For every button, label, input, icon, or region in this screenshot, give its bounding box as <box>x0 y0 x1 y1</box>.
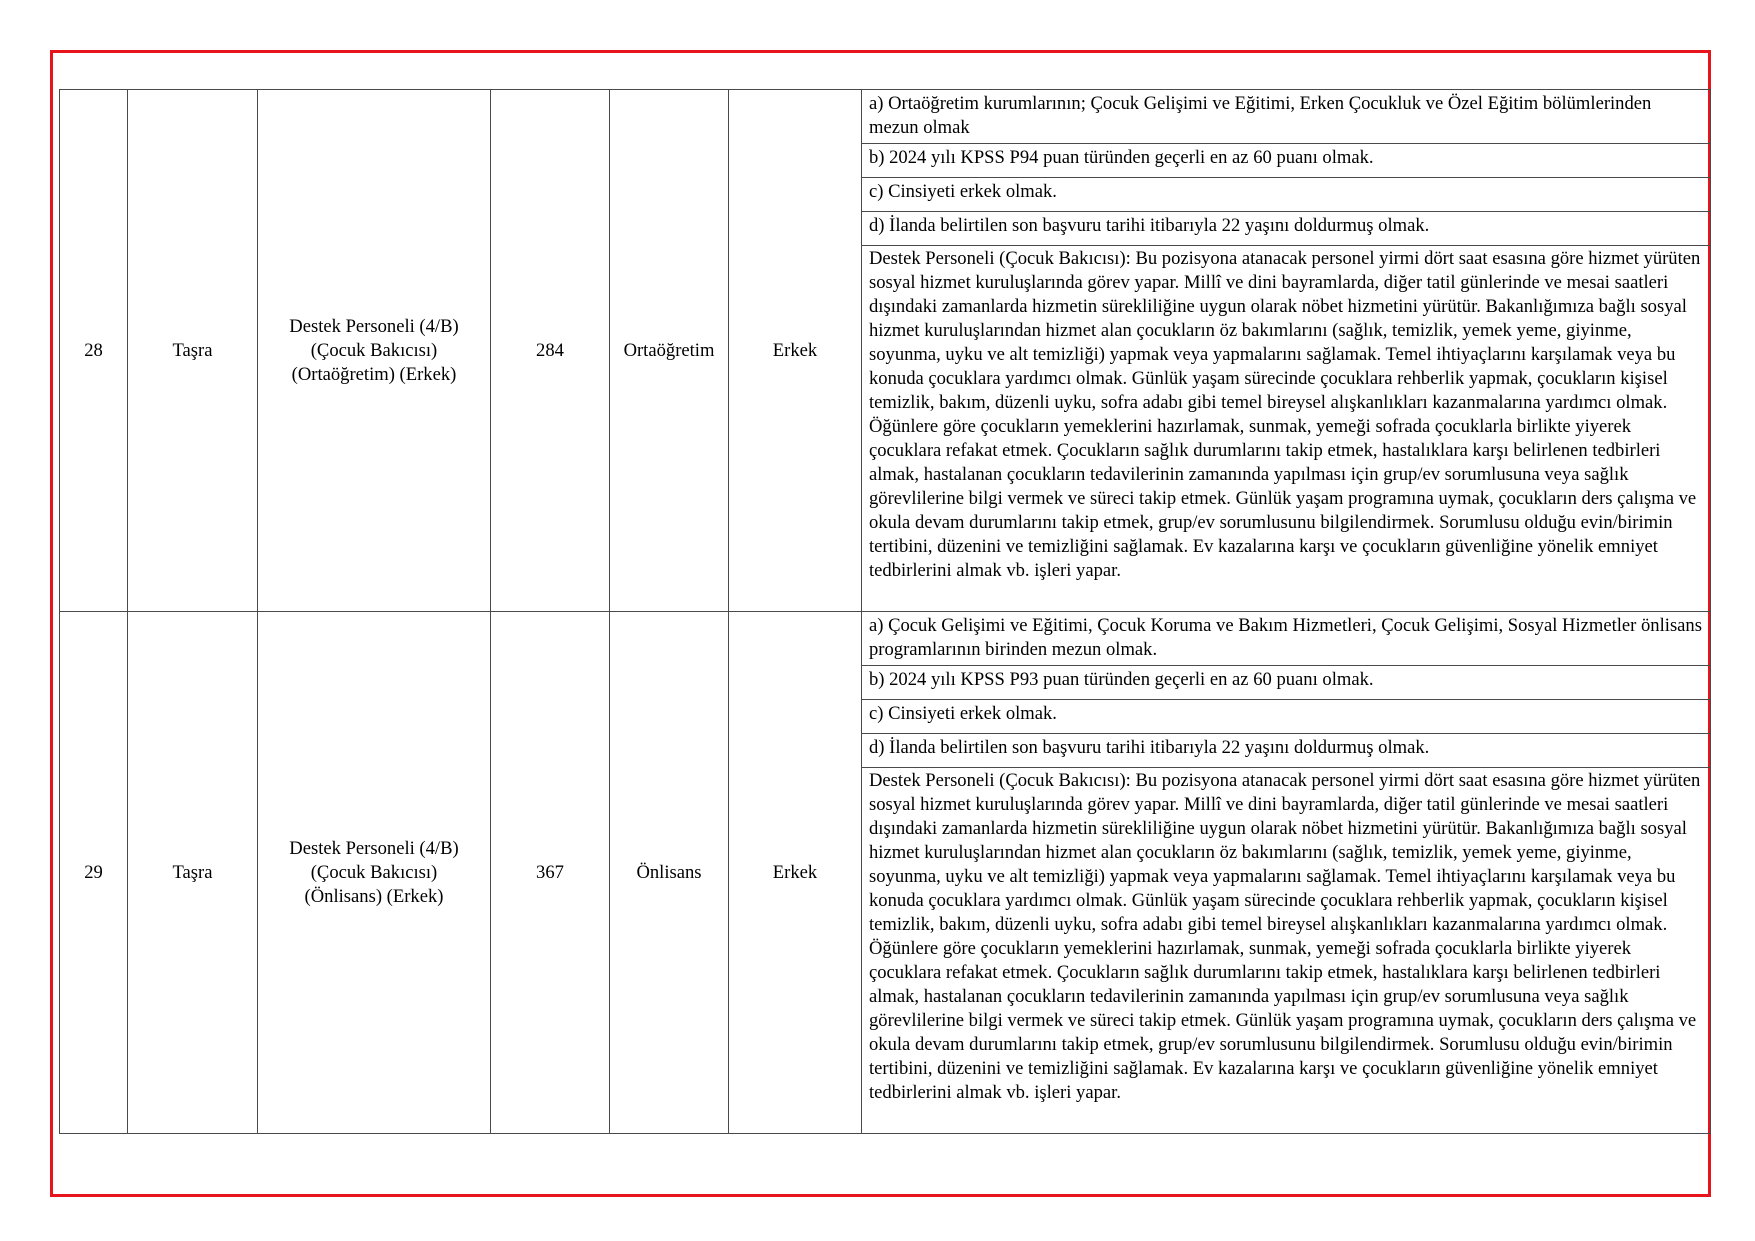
condition-cell: a) Ortaöğretim kurumlarının; Çocuk Gelişimi ve Eğitimi, Erken Çocukluk ve Özel Eğitim bölümlerinden mezun olmak <box>862 90 1711 144</box>
job-description-cell: Destek Personeli (Çocuk Bakıcısı): Bu pozisyona atanacak personel yirmi dört saat esasına göre hizmet yürüten sosyal hizmet kuruluşlarında görev yapar. Millî ve dini bayramlarda, diğer tatil günlerinde ve mesai saatleri dışındaki zamanlarda hizmetin sürekliliğine uygun olarak nöbet hizmetini yürütür. Bakanlığımıza bağlı sosyal hizmet kuruluşlarından hizmet alan çocukların öz bakımlarını (sağlık, temizlik, yemek yeme, giyinme, soyunma, uyku ve alt temizliği) yapmak veya yapmalarını sağlamak. Temel ihtiyaçlarını karşılamak veya bu konuda çocuklara yardımcı olmak. Günlük yaşam sürecinde çocuklara rehberlik yapmak, çocukların kişisel temizlik, bakım, düzenli uyku, sofra adabı gibi temel bireysel alışkanlıkları kazanmalarına yardımcı olmak. Öğünlere göre çocukların yemeklerini hazırlamak, sunmak, yemeği sofrada çocuklarla birlikte yiyerek çocuklara refakat etmek. Çocukların sağlık durumlarını takip etmek, hastalıklara karşı belirlenen tedbirleri almak, hastalanan çocukların tedavilerinin zamanında yapılması için grup/ev sorumlusuna veya sağlık görevlilerine bilgi vermek ve süreci takip etmek. Günlük yaşam programına uymak, çocukların ders çalışma ve okula devam durumlarını takip etmek, grup/ev sorumlusunu bilgilendirmek. Sorumlusu olduğu evin/birimin tertibini, düzenini ve temizliğini sağlamak. Ev kazalarına karşı ve çocukların güvenliğine yönelik emniyet tedbirlerini almak vb. işleri yapar. <box>862 246 1711 612</box>
condition-cell: c) Cinsiyeti erkek olmak. <box>862 700 1711 734</box>
condition-cell: c) Cinsiyeti erkek olmak. <box>862 178 1711 212</box>
education-cell: Ortaöğretim <box>610 90 729 612</box>
condition-cell: b) 2024 yılı KPSS P93 puan türünden geçerli en az 60 puanı olmak. <box>862 666 1711 700</box>
quota-cell: 367 <box>491 612 610 1134</box>
gender-cell: Erkek <box>729 90 862 612</box>
table-row <box>60 90 1711 144</box>
location-cell: Taşra <box>128 612 258 1134</box>
position-title-line: (Önlisans) (Erkek) <box>304 885 444 907</box>
location-cell: Taşra <box>128 90 258 612</box>
quota-cell: 284 <box>491 90 610 612</box>
condition-cell: d) İlanda belirtilen son başvuru tarihi itibarıyla 22 yaşını doldurmuş olmak. <box>862 212 1711 246</box>
row-number: 29 <box>60 612 128 1134</box>
condition-cell: b) 2024 yılı KPSS P94 puan türünden geçerli en az 60 puanı olmak. <box>862 144 1711 178</box>
position-title-line: (Çocuk Bakıcısı) <box>310 861 438 883</box>
row-number: 28 <box>60 90 128 612</box>
position-title-line: (Çocuk Bakıcısı) <box>310 339 438 361</box>
position-title-line: (Ortaöğretim) (Erkek) <box>291 363 457 385</box>
position-table <box>59 89 1711 1134</box>
position-title-line: Destek Personeli (4/B) <box>289 315 459 337</box>
condition-cell: a) Çocuk Gelişimi ve Eğitimi, Çocuk Koruma ve Bakım Hizmetleri, Çocuk Gelişimi, Sosyal Hizmetler önlisans programlarının birinden mezun olmak. <box>862 612 1711 666</box>
education-cell: Önlisans <box>610 612 729 1134</box>
condition-cell: d) İlanda belirtilen son başvuru tarihi itibarıyla 22 yaşını doldurmuş olmak. <box>862 734 1711 768</box>
position-title-cell <box>258 612 491 1134</box>
position-title-line: Destek Personeli (4/B) <box>289 837 459 859</box>
table-row <box>60 612 1711 666</box>
job-description-cell: Destek Personeli (Çocuk Bakıcısı): Bu pozisyona atanacak personel yirmi dört saat esasına göre hizmet yürüten sosyal hizmet kuruluşlarında görev yapar. Millî ve dini bayramlarda, diğer tatil günlerinde ve mesai saatleri dışındaki zamanlarda hizmetin sürekliliğine uygun olarak nöbet hizmetini yürütür. Bakanlığımıza bağlı sosyal hizmet kuruluşlarından hizmet alan çocukların öz bakımlarını (sağlık, temizlik, yemek yeme, giyinme, soyunma, uyku ve alt temizliği) yapmak veya yapmalarını sağlamak. Temel ihtiyaçlarını karşılamak veya bu konuda çocuklara yardımcı olmak. Günlük yaşam sürecinde çocuklara rehberlik yapmak, çocukların kişisel temizlik, bakım, düzenli uyku, sofra adabı gibi temel bireysel alışkanlıkları kazanmalarına yardımcı olmak. Öğünlere göre çocukların yemeklerini hazırlamak, sunmak, yemeği sofrada çocuklarla birlikte yiyerek çocuklara refakat etmek. Çocukların sağlık durumlarını takip etmek, hastalıklara karşı belirlenen tedbirleri almak, hastalanan çocukların tedavilerinin zamanında yapılması için grup/ev sorumlusuna veya sağlık görevlilerine bilgi vermek ve süreci takip etmek. Günlük yaşam programına uymak, çocukların ders çalışma ve okula devam durumlarını takip etmek, grup/ev sorumlusunu bilgilendirmek. Sorumlusu olduğu evin/birimin tertibini, düzenini ve temizliğini sağlamak. Ev kazalarına karşı ve çocukların güvenliğine yönelik emniyet tedbirlerini almak vb. işleri yapar. <box>862 768 1711 1134</box>
gender-cell: Erkek <box>729 612 862 1134</box>
position-title-cell <box>258 90 491 612</box>
